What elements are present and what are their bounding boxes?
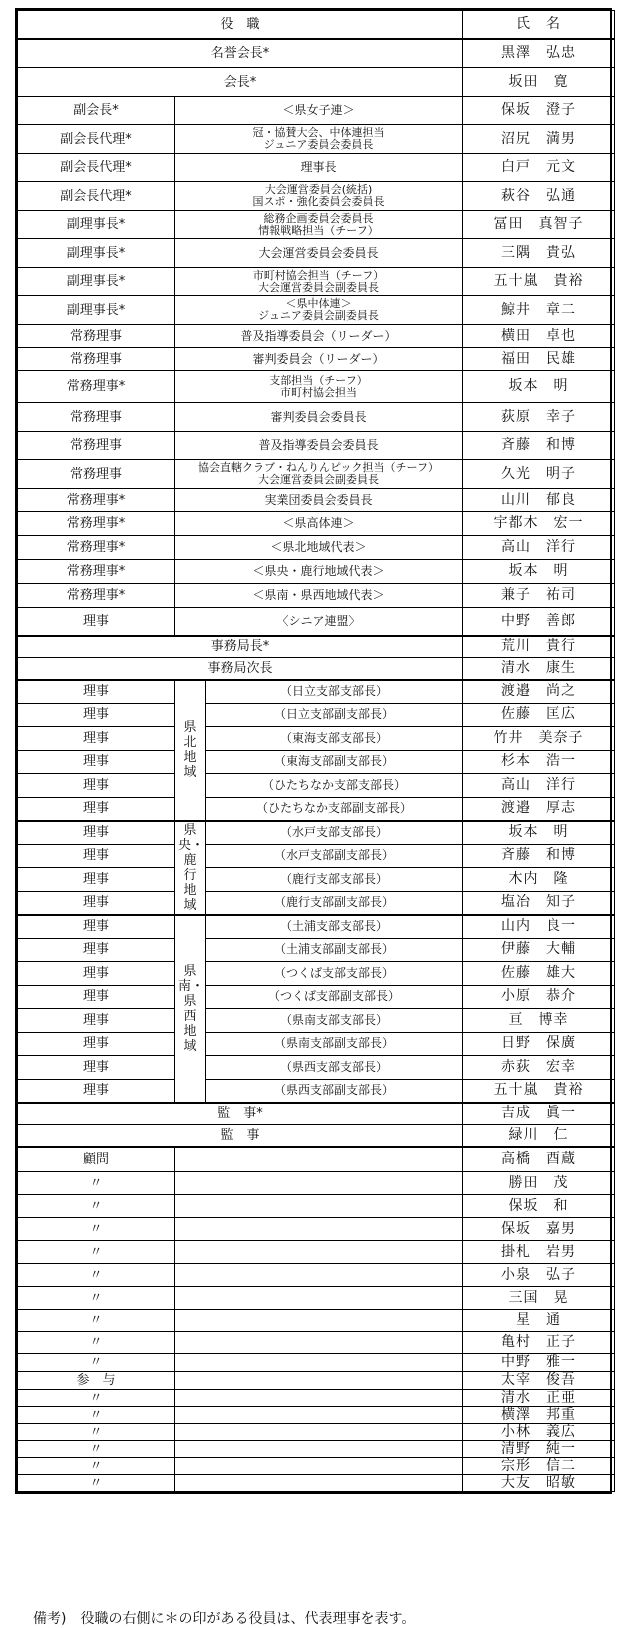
name-cell: 木内 隆: [463, 868, 615, 892]
table-row: [18, 296, 615, 325]
duty-line: 審判委員会委員長: [270, 409, 367, 424]
name-cell: 塩冶 知子: [463, 891, 615, 915]
post-cell: 〃: [18, 1441, 175, 1458]
duty-cell: [175, 371, 463, 403]
table-row: [18, 985, 615, 1009]
post-cell: 常務理事*: [18, 536, 175, 560]
name-cell: 小原 恭介: [463, 985, 615, 1009]
duty-cell: （ひたちなか支部支部長）: [206, 774, 463, 798]
name-cell: 清水 正亜: [463, 1390, 615, 1407]
name-cell: 太宰 俊吾: [463, 1372, 615, 1390]
table-row: [18, 1079, 615, 1103]
post-cell: 理事: [18, 891, 175, 915]
table-row: [18, 1009, 615, 1033]
post-cell: 副会長代理*: [18, 125, 175, 154]
name-cell: 佐藤 匡広: [463, 703, 615, 727]
table-row: [18, 1424, 615, 1441]
post-cell: 〃: [18, 1390, 175, 1407]
duty-line: 総務企画委員会委員長: [263, 211, 374, 225]
region-label: 県北地域: [175, 680, 206, 821]
post-cell: 〃: [18, 1218, 175, 1241]
blank-cell: [175, 1241, 463, 1264]
duty-cell: （東海支部副支部長）: [206, 750, 463, 774]
post-cell: 〃: [18, 1172, 175, 1195]
post-cell: 〃: [18, 1287, 175, 1310]
duty-line: ＜県女子連＞: [282, 103, 355, 117]
name-cell: 亀村 正子: [463, 1332, 615, 1354]
post-cell: 理事: [18, 1056, 175, 1080]
duty-cell: （土浦支部副支部長）: [206, 938, 463, 962]
name-cell: 保坂 嘉男: [463, 1218, 615, 1241]
table-row: [18, 1287, 615, 1310]
duty-line: 普及指導委員会（リーダー）: [240, 328, 397, 343]
post-cell: 〃: [18, 1407, 175, 1424]
name-cell: 渡邉 尚之: [463, 680, 615, 704]
post-cell: 理事: [18, 1032, 175, 1056]
duty-line: ＜県央・鹿行地域代表＞: [252, 564, 385, 578]
post-cell: 常務理事: [18, 325, 175, 348]
table-row: [18, 11, 615, 39]
blank-cell: [175, 1407, 463, 1424]
post-cell: 理事: [18, 608, 175, 636]
name-cell: 小泉 弘子: [463, 1264, 615, 1287]
name-cell: 中野 雅一: [463, 1354, 615, 1372]
name-cell: 久光 明子: [463, 460, 615, 489]
table-row: [18, 125, 615, 154]
table-row: [18, 1056, 615, 1080]
name-cell: 荒川 貴行: [463, 636, 615, 658]
post-cell: 常務理事*: [18, 584, 175, 608]
duty-line: 国スポ・強化委員会委員長: [252, 195, 385, 208]
duty-cell: [175, 460, 463, 489]
name-cell: 保坂 澄子: [463, 97, 615, 125]
name-cell: 斉藤 和博: [463, 844, 615, 868]
table-row: [18, 680, 615, 704]
post-cell: 常務理事*: [18, 371, 175, 403]
table-row: [18, 1354, 615, 1372]
post-cell: 参 与: [18, 1372, 175, 1390]
post-cell: 常務理事*: [18, 560, 175, 584]
post-cell: 理事: [18, 821, 175, 845]
duty-cell: [175, 97, 463, 125]
duty-cell: （日立支部副支部長）: [206, 703, 463, 727]
duty-cell: （県南支部副支部長）: [206, 1032, 463, 1056]
blank-cell: [175, 1147, 463, 1172]
name-header: 氏 名: [463, 11, 615, 39]
name-cell: 吉成 眞一: [463, 1103, 615, 1125]
post-cell: 理事: [18, 938, 175, 962]
duty-cell: [175, 268, 463, 296]
post-cell: 〃: [18, 1241, 175, 1264]
post-cell: 常務理事*: [18, 512, 175, 536]
name-cell: 横澤 邦重: [463, 1407, 615, 1424]
post-cell: 理事: [18, 797, 175, 821]
table-row: [18, 1458, 615, 1475]
duty-cell: （日立支部支部長）: [206, 680, 463, 704]
name-cell: 五十嵐 貴裕: [463, 268, 615, 296]
duty-cell: [175, 296, 463, 325]
table-row: [18, 325, 615, 348]
name-cell: 高山 洋行: [463, 774, 615, 798]
table-row: [18, 1195, 615, 1218]
duty-cell: [175, 403, 463, 432]
table-row: [18, 512, 615, 536]
post-cell: 常務理事: [18, 348, 175, 371]
duty-line: ＜県北地域代表＞: [270, 540, 367, 554]
duty-cell: （つくば支部支部長）: [206, 962, 463, 986]
post-header: 役 職: [18, 11, 463, 39]
duty-cell: [175, 154, 463, 182]
post-cell: 理事: [18, 985, 175, 1009]
table-row: [18, 1390, 615, 1407]
name-cell: 日野 保廣: [463, 1032, 615, 1056]
post-cell: 理事: [18, 1079, 175, 1103]
name-cell: 清野 純一: [463, 1441, 615, 1458]
name-cell: 黒澤 弘忠: [463, 39, 615, 68]
duty-cell: （県西支部副支部長）: [206, 1079, 463, 1103]
duty-cell: （水戸支部支部長）: [206, 821, 463, 845]
blank-cell: [175, 1475, 463, 1492]
table-row: [18, 636, 615, 658]
duty-cell: [175, 239, 463, 268]
blank-cell: [175, 1458, 463, 1475]
name-cell: 杉本 浩一: [463, 750, 615, 774]
name-cell: 星 通: [463, 1310, 615, 1332]
post-cell: 理事: [18, 1009, 175, 1033]
post-cell: 理事: [18, 750, 175, 774]
table-row: [18, 750, 615, 774]
name-cell: 三国 晃: [463, 1287, 615, 1310]
blank-cell: [175, 1332, 463, 1354]
blank-cell: [175, 1310, 463, 1332]
name-cell: 勝田 茂: [463, 1172, 615, 1195]
post-cell: 〃: [18, 1310, 175, 1332]
duty-line: 冠・協賛大会、中体連担当: [252, 126, 385, 139]
name-cell: 掛札 岩男: [463, 1241, 615, 1264]
table-row: [18, 584, 615, 608]
name-cell: 横田 卓也: [463, 325, 615, 348]
duty-cell: （鹿行支部支部長）: [206, 868, 463, 892]
blank-cell: [175, 1372, 463, 1390]
post-cell: 副理事長*: [18, 268, 175, 296]
blank-cell: [175, 1218, 463, 1241]
name-cell: 三隅 貴弘: [463, 239, 615, 268]
duty-cell: [175, 560, 463, 584]
table-row: [18, 962, 615, 986]
name-cell: 渡邉 厚志: [463, 797, 615, 821]
table-row: [18, 821, 615, 845]
duty-cell: [175, 608, 463, 636]
post-cell: 理事: [18, 774, 175, 798]
duty-line: ジュニア委員会委員長: [263, 138, 374, 151]
duty-line: 理事長: [300, 160, 337, 174]
table-row: [18, 268, 615, 296]
blank-cell: [175, 1424, 463, 1441]
duty-cell: [175, 348, 463, 371]
blank-cell: [175, 1441, 463, 1458]
post-cell: 〃: [18, 1332, 175, 1354]
name-cell: 清水 康生: [463, 658, 615, 680]
post-cell: 常務理事: [18, 432, 175, 460]
footnote: 備考) 役職の右側に＊の印がある役員は、代表理事を表す。: [33, 1611, 416, 1627]
duty-line: 大会運営委員会副委員長: [258, 280, 380, 294]
region-label: 県南・県西地域: [175, 915, 206, 1103]
post-cell: 監 事*: [18, 1103, 463, 1125]
name-cell: 緑川 仁: [463, 1125, 615, 1147]
table-row: [18, 1125, 615, 1147]
table-row: [18, 39, 615, 68]
table-row: [18, 891, 615, 915]
table-row: [18, 1441, 615, 1458]
blank-cell: [175, 1195, 463, 1218]
duty-line: ＜県中体連＞: [285, 297, 352, 310]
duty-cell: [175, 512, 463, 536]
duty-cell: [175, 211, 463, 239]
duty-cell: （県西支部支部長）: [206, 1056, 463, 1080]
post-cell: 理事: [18, 680, 175, 704]
name-cell: 坂田 寛: [463, 68, 615, 97]
duty-line: ジュニア委員会副委員長: [258, 309, 379, 322]
duty-cell: （東海支部支部長）: [206, 727, 463, 751]
table-row: [18, 1264, 615, 1287]
table-row: [18, 797, 615, 821]
post-cell: 副理事長*: [18, 211, 175, 239]
name-cell: 福田 民雄: [463, 348, 615, 371]
duty-line: 情報戦略担当（チーフ）: [258, 223, 379, 237]
table-row: [18, 868, 615, 892]
duty-cell: （水戸支部副支部長）: [206, 844, 463, 868]
table-row: [18, 938, 615, 962]
name-cell: 竹井 美奈子: [463, 727, 615, 751]
duty-line: 普及指導委員会委員長: [258, 438, 379, 452]
post-cell: 理事: [18, 915, 175, 939]
table-row: [18, 97, 615, 125]
name-cell: 沼尻 満男: [463, 125, 615, 154]
name-cell: 高橋 酉蔵: [463, 1147, 615, 1172]
post-cell: 顧問: [18, 1147, 175, 1172]
officer-roster: [15, 8, 612, 1627]
post-cell: 監 事: [18, 1125, 463, 1147]
name-cell: 高山 洋行: [463, 536, 615, 560]
post-cell: 会長*: [18, 68, 463, 97]
table-row: [18, 1032, 615, 1056]
name-cell: 佐藤 雄大: [463, 962, 615, 986]
name-cell: 山川 郁良: [463, 489, 615, 512]
name-cell: 大友 昭敏: [463, 1475, 615, 1492]
table-row: [18, 403, 615, 432]
table-row: [18, 182, 615, 211]
table-row: [18, 1332, 615, 1354]
table-row: [18, 460, 615, 489]
post-cell: 副会長*: [18, 97, 175, 125]
post-cell: 副会長代理*: [18, 182, 175, 211]
name-cell: 荻原 幸子: [463, 403, 615, 432]
name-cell: 亘 博幸: [463, 1009, 615, 1033]
blank-cell: [175, 1390, 463, 1407]
duty-cell: （土浦支部支部長）: [206, 915, 463, 939]
table-row: [18, 658, 615, 680]
duty-cell: （鹿行支部副支部長）: [206, 891, 463, 915]
post-cell: 〃: [18, 1264, 175, 1287]
table-row: [18, 844, 615, 868]
table-row: [18, 1147, 615, 1172]
blank-cell: [175, 1264, 463, 1287]
post-cell: 理事: [18, 703, 175, 727]
post-cell: 常務理事: [18, 403, 175, 432]
table-row: [18, 68, 615, 97]
duty-cell: [175, 125, 463, 154]
name-cell: 坂本 明: [463, 560, 615, 584]
post-cell: 副会長代理*: [18, 154, 175, 182]
name-cell: 鯨井 章二: [463, 296, 615, 325]
duty-line: ＜県南・県西地域代表＞: [252, 588, 385, 602]
duty-line: 〈シニア連盟〉: [276, 613, 361, 628]
table-row: [18, 154, 615, 182]
post-cell: 副理事長*: [18, 296, 175, 325]
name-cell: 宗形 信二: [463, 1458, 615, 1475]
name-cell: 萩谷 弘通: [463, 182, 615, 211]
duty-cell: [175, 432, 463, 460]
table-row: [18, 348, 615, 371]
table-row: [18, 432, 615, 460]
roster-table-frame: [15, 8, 612, 1494]
name-cell: 赤荻 宏幸: [463, 1056, 615, 1080]
table-row: [18, 1407, 615, 1424]
duty-line: 大会運営委員会副委員長: [258, 473, 380, 486]
blank-cell: [175, 1172, 463, 1195]
roster-table: [17, 10, 615, 1492]
table-row: [18, 211, 615, 239]
post-cell: 〃: [18, 1458, 175, 1475]
name-cell: 小林 義広: [463, 1424, 615, 1441]
name-cell: 兼子 祐司: [463, 584, 615, 608]
post-cell: 〃: [18, 1195, 175, 1218]
duty-cell: [175, 325, 463, 348]
name-cell: 宇都木 宏一: [463, 512, 615, 536]
duty-line: 市町村協会担当: [280, 385, 358, 399]
name-cell: 坂本 明: [463, 821, 615, 845]
table-row: [18, 489, 615, 512]
duty-line: 実業団委員会委員長: [264, 492, 373, 507]
duty-cell: （ひたちなか支部副支部長）: [206, 797, 463, 821]
table-row: [18, 1218, 615, 1241]
name-cell: 五十嵐 貴裕: [463, 1079, 615, 1103]
duty-cell: [175, 536, 463, 560]
table-row: [18, 915, 615, 939]
duty-cell: [175, 182, 463, 211]
duty-line: 審判委員会（リーダー）: [252, 351, 385, 366]
name-cell: 伊藤 大輔: [463, 938, 615, 962]
post-cell: 事務局長*: [18, 636, 463, 658]
table-row: [18, 727, 615, 751]
duty-line: 大会運営委員会(統括): [264, 183, 373, 196]
name-cell: 白戸 元文: [463, 154, 615, 182]
post-cell: 常務理事: [18, 460, 175, 489]
post-cell: 理事: [18, 868, 175, 892]
table-row: [18, 560, 615, 584]
post-cell: 常務理事*: [18, 489, 175, 512]
table-row: [18, 774, 615, 798]
duty-line: 協会直轄クラブ・ねんりんピック担当（チーフ）: [198, 461, 440, 474]
table-row: [18, 1172, 615, 1195]
name-cell: 冨田 真智子: [463, 211, 615, 239]
blank-cell: [175, 1354, 463, 1372]
duty-cell: （県南支部支部長）: [206, 1009, 463, 1033]
post-cell: 副理事長*: [18, 239, 175, 268]
duty-line: 支部担当（チーフ）: [269, 373, 368, 387]
table-row: [18, 1103, 615, 1125]
post-cell: 理事: [18, 844, 175, 868]
table-row: [18, 239, 615, 268]
duty-line: 大会運営委員会委員長: [258, 245, 379, 260]
table-row: [18, 371, 615, 403]
table-row: [18, 608, 615, 636]
name-cell: 斉藤 和博: [463, 432, 615, 460]
duty-cell: （つくば支部副支部長）: [206, 985, 463, 1009]
duty-cell: [175, 584, 463, 608]
name-cell: 中野 善郎: [463, 608, 615, 636]
post-cell: 事務局次長: [18, 658, 463, 680]
post-cell: 〃: [18, 1475, 175, 1492]
post-cell: 〃: [18, 1424, 175, 1441]
duty-line: 市町村協会担当（チーフ）: [252, 268, 385, 282]
table-row: [18, 1241, 615, 1264]
name-cell: 坂本 明: [463, 371, 615, 403]
table-row: [18, 1475, 615, 1492]
table-row: [18, 1372, 615, 1390]
table-row: [18, 1310, 615, 1332]
name-cell: 山内 良一: [463, 915, 615, 939]
region-label: 県央・鹿行地域: [175, 821, 206, 915]
blank-cell: [175, 1287, 463, 1310]
duty-cell: [175, 489, 463, 512]
post-cell: 名誉会長*: [18, 39, 463, 68]
post-cell: 理事: [18, 962, 175, 986]
table-row: [18, 703, 615, 727]
post-cell: 理事: [18, 727, 175, 751]
duty-line: ＜県高体連＞: [282, 516, 355, 530]
name-cell: 保坂 和: [463, 1195, 615, 1218]
table-row: [18, 536, 615, 560]
post-cell: 〃: [18, 1354, 175, 1372]
